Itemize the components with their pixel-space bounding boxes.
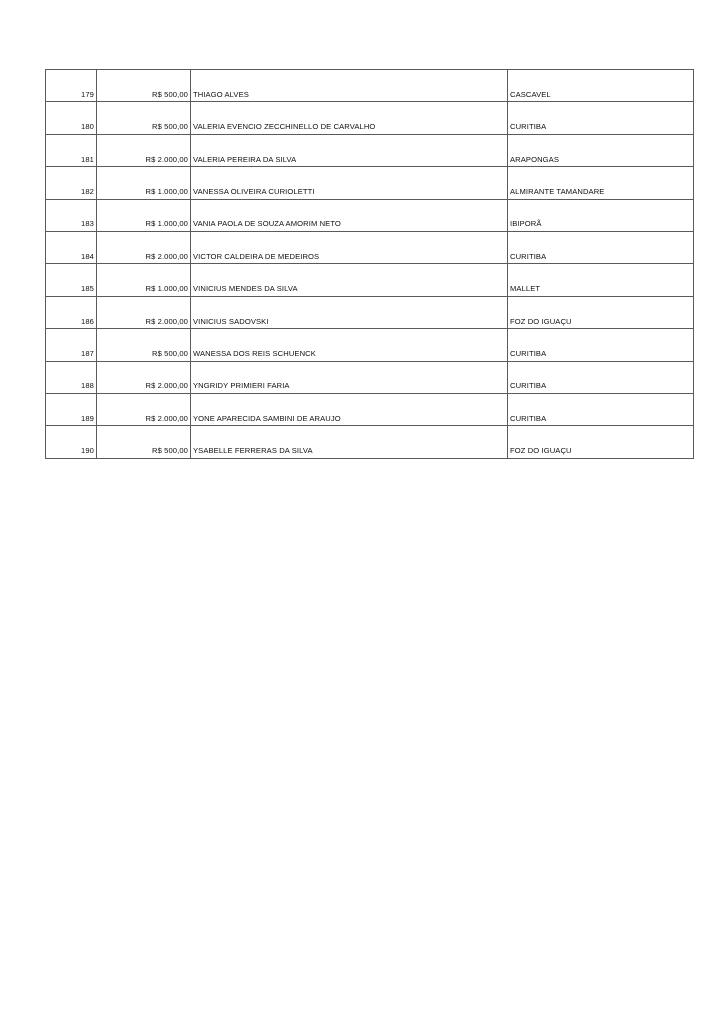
table-row (46, 134, 694, 166)
row-number: 183 (46, 199, 97, 231)
table-row (46, 393, 694, 425)
name-cell: YONE APARECIDA SAMBINI DE ARAUJO (191, 393, 508, 425)
amount-cell: R$ 2.000,00 (97, 296, 191, 328)
amount-cell: R$ 2.000,00 (97, 393, 191, 425)
row-number: 179 (46, 70, 97, 102)
row-number: 188 (46, 361, 97, 393)
city-cell: MALLET (508, 264, 694, 296)
name-cell: THIAGO ALVES (191, 70, 508, 102)
table-row (46, 199, 694, 231)
name-cell: VALERIA PEREIRA DA SILVA (191, 134, 508, 166)
amount-cell: R$ 500,00 (97, 70, 191, 102)
city-cell: ALMIRANTE TAMANDARE (508, 167, 694, 199)
city-cell: CURITIBA (508, 102, 694, 134)
table-row (46, 264, 694, 296)
amount-cell: R$ 1.000,00 (97, 264, 191, 296)
city-cell: CURITIBA (508, 231, 694, 263)
amount-cell: R$ 500,00 (97, 329, 191, 361)
name-cell: VINICIUS SADOVSKI (191, 296, 508, 328)
name-cell: WANESSA DOS REIS SCHUENCK (191, 329, 508, 361)
table-row (46, 361, 694, 393)
table-row (46, 167, 694, 199)
name-cell: VANESSA OLIVEIRA CURIOLETTI (191, 167, 508, 199)
amount-cell: R$ 1.000,00 (97, 199, 191, 231)
city-cell: ARAPONGAS (508, 134, 694, 166)
row-number: 186 (46, 296, 97, 328)
table-body (46, 70, 694, 459)
table-row (46, 102, 694, 134)
beneficiary-table (45, 69, 694, 459)
name-cell: YSABELLE FERRERAS DA SILVA (191, 426, 508, 458)
row-number: 185 (46, 264, 97, 296)
city-cell: CASCAVEL (508, 70, 694, 102)
row-number: 184 (46, 231, 97, 263)
city-cell: IBIPORÃ (508, 199, 694, 231)
row-number: 182 (46, 167, 97, 199)
amount-cell: R$ 2.000,00 (97, 361, 191, 393)
name-cell: VINICIUS MENDES DA SILVA (191, 264, 508, 296)
row-number: 190 (46, 426, 97, 458)
city-cell: FOZ DO IGUAÇU (508, 426, 694, 458)
name-cell: VANIA PAOLA DE SOUZA AMORIM NETO (191, 199, 508, 231)
amount-cell: R$ 500,00 (97, 102, 191, 134)
city-cell: FOZ DO IGUAÇU (508, 296, 694, 328)
table-row (46, 70, 694, 102)
city-cell: CURITIBA (508, 329, 694, 361)
row-number: 189 (46, 393, 97, 425)
name-cell: YNGRIDY PRIMIERI FARIA (191, 361, 508, 393)
table-row (46, 426, 694, 458)
row-number: 180 (46, 102, 97, 134)
amount-cell: R$ 2.000,00 (97, 231, 191, 263)
table-row (46, 329, 694, 361)
city-cell: CURITIBA (508, 393, 694, 425)
name-cell: VALERIA EVENCIO ZECCHINELLO DE CARVALHO (191, 102, 508, 134)
amount-cell: R$ 500,00 (97, 426, 191, 458)
row-number: 187 (46, 329, 97, 361)
table-row (46, 231, 694, 263)
amount-cell: R$ 1.000,00 (97, 167, 191, 199)
city-cell: CURITIBA (508, 361, 694, 393)
name-cell: VICTOR CALDEIRA DE MEDEIROS (191, 231, 508, 263)
table-row (46, 296, 694, 328)
row-number: 181 (46, 134, 97, 166)
amount-cell: R$ 2.000,00 (97, 134, 191, 166)
